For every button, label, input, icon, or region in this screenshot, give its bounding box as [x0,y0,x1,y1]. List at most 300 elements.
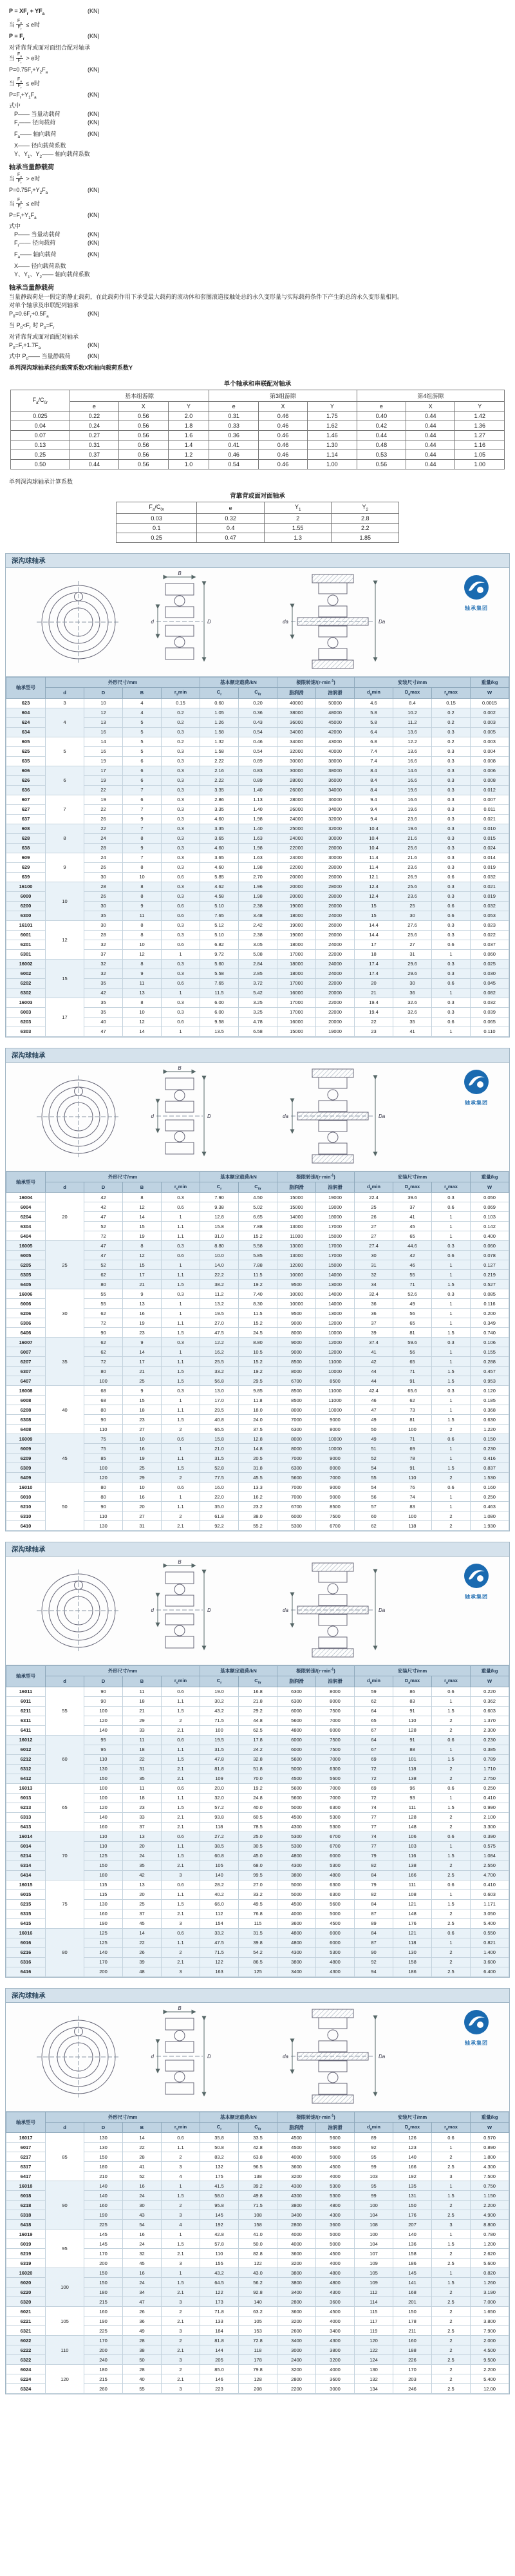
cell: 5300 [316,1947,355,1957]
cell: 23 [123,1328,162,1338]
cell: 148 [393,1909,432,1918]
col-group-dimensions: 外形尺寸/mm [46,677,200,688]
cell: 100 [393,1425,432,1434]
cell-model: 6321 [6,2326,46,2336]
cell: 2.22 [200,756,239,766]
cell: 1.75 [308,412,357,421]
cell: 16.0 [200,1482,239,1492]
cell: 111 [393,1803,432,1812]
cell: 2.38 [239,930,277,940]
cell: 3200 [277,2316,316,2326]
cell: 4000 [277,2230,316,2239]
cell: 56 [355,1492,393,1502]
cell: 23 [123,1803,162,1812]
cell: 29 [123,1716,162,1725]
cell: 3400 [277,2336,316,2345]
cell: 52 [123,2172,162,2181]
cell: 16 [84,727,123,737]
cell: 1.5 [162,2191,200,2201]
cell: 0.6 [432,978,471,988]
cell: 3200 [277,2259,316,2268]
cell: 124 [355,2355,393,2365]
cell: 0.006 [471,766,509,775]
cell: 13.5 [200,1027,239,1036]
cell: 8.4 [355,785,393,795]
cell: 95 [355,2181,393,2191]
cell: 10.2 [393,708,432,717]
cell: 2 [432,2201,471,2210]
cell: 32 [355,1270,393,1280]
cell: 103 [393,1841,432,1851]
cell: 92 [355,1957,393,1967]
cell: 6000 [277,1735,316,1745]
cell: 2800 [277,2374,316,2384]
cell: 22000 [316,978,355,988]
cell: 111 [393,1880,432,1889]
cell: 26 [123,2307,162,2316]
cell: 8.800 [471,2220,509,2230]
cell: 36000 [316,795,355,804]
cell: 33.2 [200,1367,239,1376]
cell: 0.463 [471,1502,509,1511]
cell: 21.0 [200,1444,239,1454]
cell: 138 [239,2172,277,2181]
col-header: W [471,1182,509,1193]
cell: 50000 [316,698,355,708]
cell: 4.50 [239,1193,277,1202]
cell-model: 6002 [6,969,46,978]
cell: 1 [432,1745,471,1754]
cell: 8 [123,862,162,872]
cell: 69 [355,1783,393,1793]
cell: 9 [123,901,162,911]
cell: 3800 [277,1957,316,1967]
cell: 9000 [277,1318,316,1328]
cell: 0.36 [209,431,258,440]
cell: 4000 [316,2259,355,2268]
cell: 120 [84,1473,123,1482]
cell: 5300 [316,1861,355,1870]
cell: 5600 [277,1754,316,1764]
cell: 1 [432,1270,471,1280]
cell: 19 [84,756,123,766]
cell: 28 [123,2365,162,2374]
cell: 10 [123,1482,162,1492]
cell: 3200 [277,2365,316,2374]
cell: 42000 [316,727,355,737]
cell: 0.32 [197,514,265,524]
cell: 3 [162,1967,200,1976]
cell: 71 [393,1367,432,1376]
cell: 1 [432,1396,471,1405]
cell: 16 [123,2181,162,2191]
cell-model: 16017 [6,2133,46,2143]
col-header: W [471,1676,509,1687]
bearing-section-title: 深沟球轴承 [12,1546,46,1553]
cell-model: 6413 [6,1822,46,1832]
cell: 0.050 [471,1193,509,1202]
cell: 8.4 [355,775,393,785]
cell: 1.200 [471,2239,509,2249]
cell: 21 [123,1367,162,1376]
cell-model: 6315 [6,1909,46,1918]
cell: 0.185 [471,1396,509,1405]
bearing-row [6,1928,509,1938]
cell: 45000 [316,717,355,727]
cell: 45.5 [239,1473,277,1482]
col-header: 脂润滑 [277,1182,316,1193]
cell: 2 [162,2201,200,2210]
cell: 180 [84,2287,123,2297]
cell: 0.6 [432,1687,471,1696]
col-header: $r_a\max$ [432,688,471,699]
cell: 6700 [316,1841,355,1851]
cell: 2.5 [432,2259,471,2268]
cell: 0.50 [11,460,70,469]
formula-line: $P = XF_r + YF_a$ (KN) [9,8,100,16]
cell: 17 [123,1357,162,1367]
cell: 95 [84,1735,123,1745]
cell-bore-diameter: 90 [46,2181,84,2230]
cell: 103 [355,2172,393,2181]
cell: 6000 [277,1511,316,1521]
cell: 0.6 [432,901,471,911]
cell: 8 [123,920,162,930]
bearing-table [6,677,509,1037]
cell: 138 [393,1774,432,1783]
cell-model: 16101 [6,920,46,930]
cell: 42 [393,1251,432,1260]
cell: 1 [432,1222,471,1231]
cell-model: 6303 [6,1027,46,1036]
col-group-limiting-speed: 极限转速$/(r\cdot\min^{-1})$ [277,2112,355,2122]
cell: 2.5 [432,2384,471,2394]
cell: 1.5 [162,1803,200,1812]
cell: 4.58 [200,891,239,901]
cell: 5600 [277,1716,316,1725]
cell: 31 [355,1260,393,1270]
cell: 4500 [316,2162,355,2172]
cell: 0.89 [239,775,277,785]
bearing-drawing [11,569,423,674]
cell: 83.2 [200,2152,239,2162]
cell: 0.6 [162,1687,200,1696]
cell: 0.155 [471,1347,509,1357]
cell: 207 [393,2220,432,2230]
cell: 0.575 [471,1841,509,1851]
cell: 43000 [316,737,355,746]
cell: 24 [123,2278,162,2287]
cell: 0.021 [471,814,509,824]
cell: 2.1 [162,1764,200,1774]
cell: 3 [162,1918,200,1928]
cell: 3400 [277,2287,316,2297]
cell: 1 [162,988,200,998]
cell: 0.54 [209,460,258,469]
cell: 1 [162,2268,200,2278]
cell-model: 609 [6,853,46,862]
cell: 13000 [316,1309,355,1318]
cell: 0.44 [406,450,455,460]
cell: 1 [432,949,471,959]
cell: 5000 [316,2230,355,2239]
cell: 132 [355,2374,393,2384]
cell: 11.5 [239,1270,277,1280]
cell: 101 [393,1754,432,1764]
cell: 14000 [277,1212,316,1222]
cell: 180 [84,2162,123,2172]
formula-line: $P_0=0.6F_r+0.5F_a$ (KN) [9,310,100,319]
cell: 6300 [316,1889,355,1899]
cell: 55 [123,2384,162,2394]
cell: 6000 [316,1851,355,1861]
cell: 1 [432,1309,471,1318]
cell: 42 [123,1870,162,1880]
cell: 15000 [277,1202,316,1212]
cell: 11 [123,1687,162,1696]
cell: 44.6 [393,1241,432,1251]
cell: 115 [239,1918,277,1928]
cell: 145 [84,2230,123,2239]
cell-model: 16014 [6,1832,46,1841]
cell-model: 6407 [6,1376,46,1386]
col-header: W [471,688,509,699]
bearing-row [6,708,509,717]
cell: 3 [162,2259,200,2268]
dim-label-D: D [207,619,211,625]
cell-model: 6206 [6,1309,46,1318]
brand-logo [453,1069,500,1106]
cell: 208 [239,2384,277,2394]
bearing-row [6,2268,509,2278]
cell: 9 [123,1338,162,1347]
cell: 20000 [316,988,355,998]
cell: 0.56 [119,450,168,460]
cell: 9 [123,1289,162,1299]
cell: 6300 [277,1687,316,1696]
cell: 1 [432,1492,471,1502]
cell: 29.5 [200,1405,239,1415]
cell: 140 [239,2297,277,2307]
cell-model: 6313 [6,1812,46,1822]
cell: 85.0 [200,2365,239,2374]
cell: 1 [162,949,200,959]
cell-model: 6414 [6,1870,46,1880]
table1-group-header: 第4组游隙 [357,390,504,402]
cell: 2 [432,2374,471,2384]
formula-unit: (KN) [88,119,100,126]
cell: 2.5 [432,1967,471,1976]
cell: 30.5 [239,1841,277,1851]
cell: 3.48 [239,911,277,920]
cell: 145 [200,2210,239,2220]
cell: 1 [432,1357,471,1367]
cell: 18 [123,1405,162,1415]
cell: 80 [84,1280,123,1289]
col-header: $D_a\max$ [393,688,432,699]
cell: 55.2 [239,1521,277,1531]
cell-model: 16003 [6,998,46,1007]
cell: 158 [393,2249,432,2259]
cell: 12 [123,1251,162,1260]
cell: 0.60 [200,698,239,708]
cell: 180 [84,2365,123,2374]
cell: 140 [84,1725,123,1735]
cell: 0.008 [471,775,509,785]
cell: 17000 [277,998,316,1007]
cell: 0.3 [432,795,471,804]
cell-model: 6409 [6,1473,46,1482]
cell: 4800 [316,1957,355,1967]
cell: 2.86 [200,795,239,804]
col-group-load-ratings: 基本额定载荷/kN [200,1666,277,1676]
cell: 3600 [277,2307,316,2316]
cell: 29.5 [239,1376,277,1386]
cell: 18000 [277,911,316,920]
cell: 15 [123,1396,162,1405]
cell: 1.98 [239,891,277,901]
cell: 72.8 [239,2336,277,2345]
cell: 41.0 [239,2230,277,2239]
cell: 150 [393,2307,432,2316]
cell: 20.5 [239,1454,277,1463]
bearing-row [6,920,509,930]
cell-model: 6221 [6,2316,46,2326]
cell: 27 [123,1511,162,1521]
cell: 0.106 [471,1338,509,1347]
cell: 8500 [316,1376,355,1386]
cell: 30000 [277,766,316,775]
cell: 0.3 [432,804,471,814]
cell-model: 6412 [6,1774,46,1783]
cell: 2.000 [471,2336,509,2345]
formula-line: $P=0.75F_r+Y_2F_a$ (KN) [9,186,100,195]
cell: 11.8 [239,1396,277,1405]
formula-line: 对背靠背或面对面配对轴承 [9,333,79,340]
cell: 23.6 [393,862,432,872]
cell: 9 [123,843,162,853]
bearing-section-title: 深沟球轴承 [12,1991,46,2000]
cell: 1 [162,1260,200,1270]
cell-model: 6020 [6,2278,46,2287]
cell: 31.8 [239,1463,277,1473]
cell: 14 [123,1212,162,1222]
cell: 225 [84,2326,123,2336]
cell: 2200 [277,2384,316,2394]
cell: 65.5 [200,1425,239,1434]
cell: 0.6 [432,940,471,949]
cell: 72 [355,1793,393,1803]
cell: 8 [123,833,162,843]
cell-model: 6201 [6,940,46,949]
cell: 5600 [316,2133,355,2143]
formula-unit: (KN) [88,111,100,118]
cell-model: 6001 [6,930,46,940]
cell: 28 [84,930,123,940]
cell: 59.6 [393,1338,432,1347]
cell: 108 [239,2210,277,2220]
cell: 0.039 [471,1007,509,1017]
cell-bore-diameter: 95 [46,2230,84,2268]
cell: 0.3 [432,746,471,756]
cell: 2.5 [432,2326,471,2336]
cell-model: 638 [6,843,46,853]
cell: 10000 [277,1299,316,1309]
cell: 95.8 [200,2201,239,2210]
cell-model: 6301 [6,949,46,959]
cell: 178 [393,2316,432,2326]
cell: 0.6 [162,1202,200,1212]
cell-model: 6018 [6,2191,46,2201]
formula-line: 单列深沟球轴承径向载荷系数X和轴向载荷系数Y [9,365,133,372]
cell: 6300 [277,1463,316,1473]
cell: 0.820 [471,2268,509,2278]
cell-bore-diameter: 40 [46,1386,84,1434]
cell: 170 [393,2365,432,2374]
cell-model: 6006 [6,1299,46,1309]
cell: 9000 [316,1482,355,1492]
cell: 11 [123,911,162,920]
cell: 24.5 [239,1328,277,1338]
col-header: D [84,1182,123,1193]
brand-logo [453,574,500,612]
cell: 85 [84,1454,123,1463]
cell: 3.800 [471,2316,509,2326]
cell: 14.6 [393,766,432,775]
cell: 5300 [277,1841,316,1851]
cell: 65 [393,1357,432,1367]
cell: 126 [393,2133,432,2143]
cell: 3.25 [239,998,277,1007]
cell: 16.6 [393,775,432,785]
cell: 40.2 [200,1889,239,1899]
cell: 16 [123,1444,162,1454]
cell: 3200 [316,2355,355,2365]
cell: 6.400 [471,1967,509,1976]
cell: 12000 [316,1347,355,1357]
cell: 1.63 [239,833,277,843]
cell-model: 16016 [6,1928,46,1938]
cell: 17000 [277,978,316,988]
cell: 0.008 [471,756,509,766]
cell: 43 [123,2210,162,2220]
cell: 11000 [316,1396,355,1405]
cell: 0.250 [471,1783,509,1793]
cell: 39.8 [239,1938,277,1947]
cell: 9.38 [200,1202,239,1212]
cell: 31 [123,1764,162,1774]
dim-label-da: da [283,2053,288,2060]
bearing-row [6,1880,509,1889]
cell: 1.1 [162,1222,200,1231]
cell: 51.8 [239,1764,277,1774]
bearing-row [6,959,509,969]
cell: 0.89 [239,756,277,766]
cell: 45 [393,1222,432,1231]
cell: 2.1 [162,1822,200,1832]
cell: 120 [84,1716,123,1725]
cell: 27 [355,1222,393,1231]
cell: 1.220 [471,1425,509,1434]
cell: 62.5 [239,1725,277,1735]
cell: 145 [393,2268,432,2278]
cell-model: 6405 [6,1280,46,1289]
cell: 175 [200,2172,239,2181]
cell: 0.53 [357,450,406,460]
cell: 10 [123,1007,162,1017]
cell: 0.021 [471,882,509,891]
cell: 38000 [316,756,355,766]
